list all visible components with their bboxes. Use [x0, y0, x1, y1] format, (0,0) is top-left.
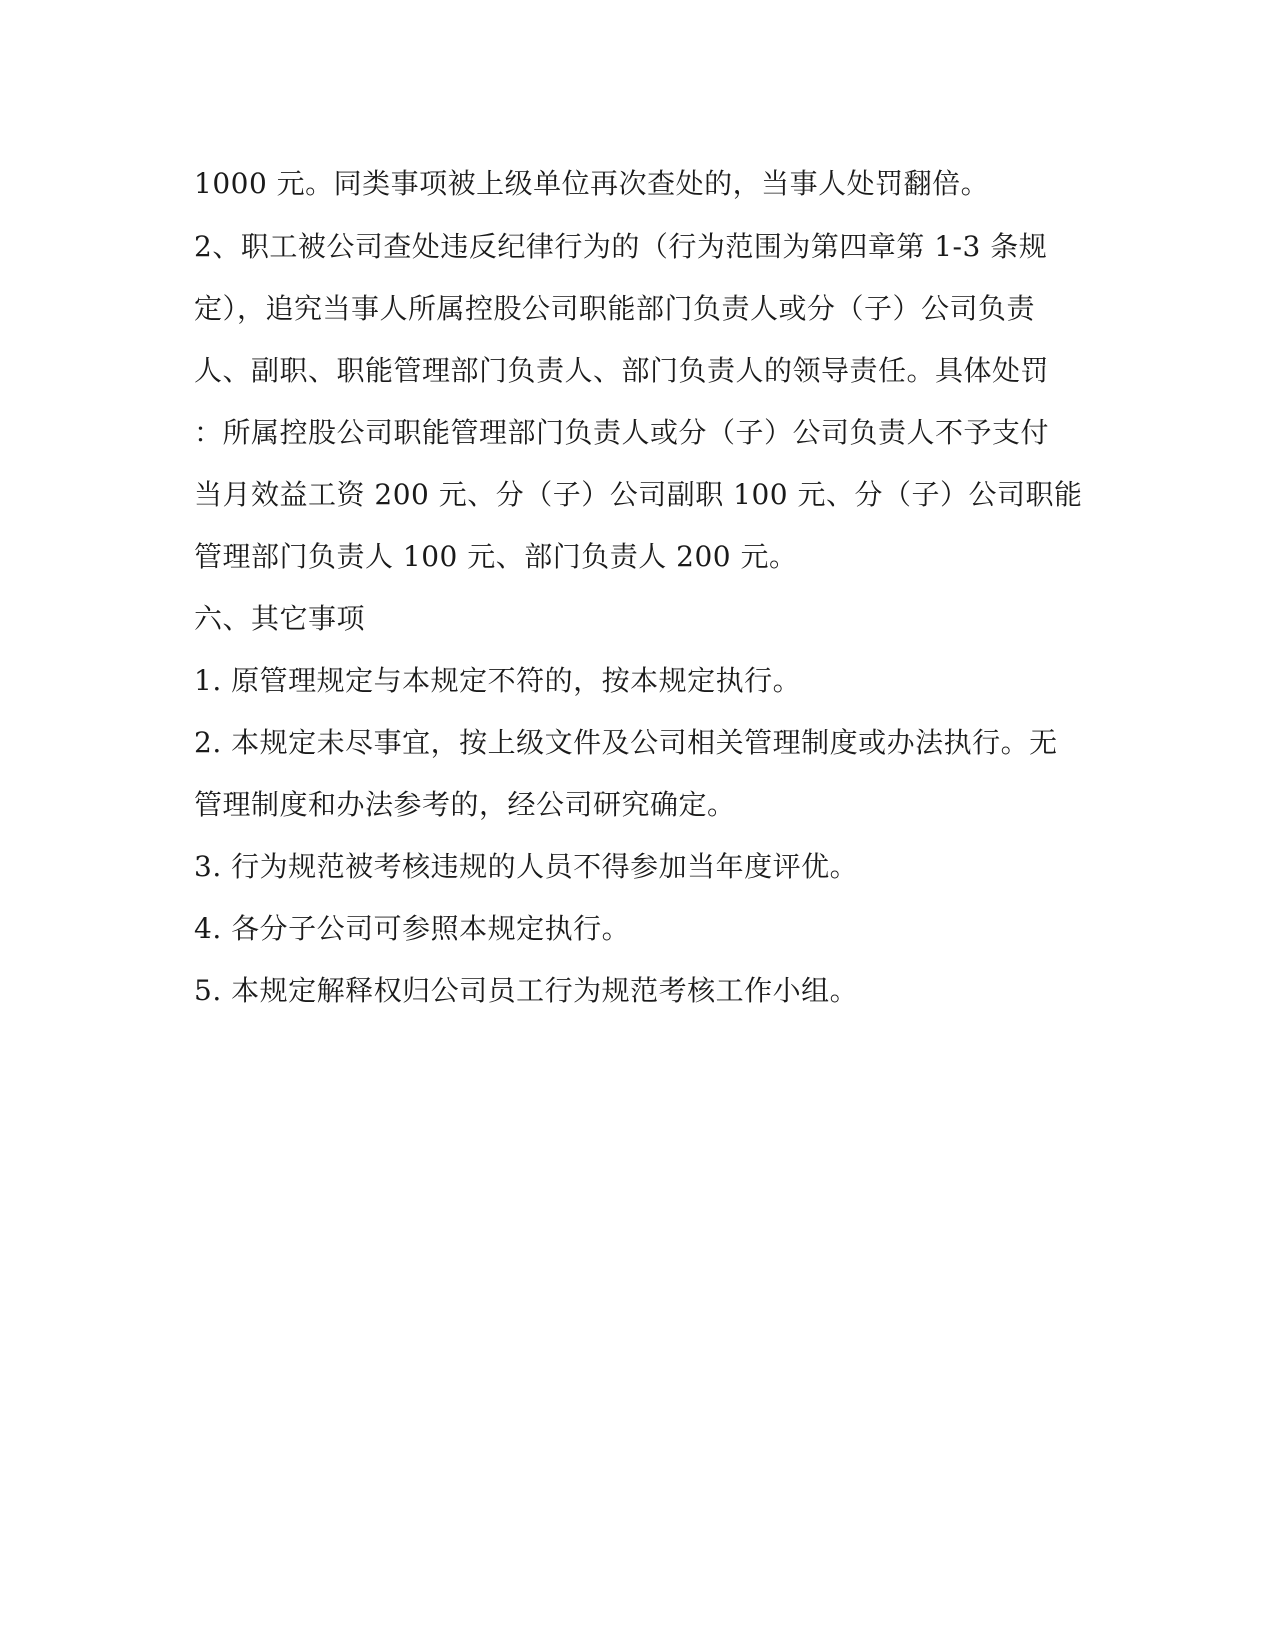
text-line-5: ：所属控股公司职能管理部门负责人或分（子）公司负责人不予支付: [194, 416, 1050, 449]
text-line-4: 人、副职、职能管理部门负责人、部门负责人的领导责任。具体处罚: [194, 354, 1050, 387]
text-line-3: 定），追究当事人所属控股公司职能部门负责人或分（子）公司负责: [194, 292, 1036, 325]
text-line-9: 1. 原管理规定与本规定不符的，按本规定执行。: [194, 664, 802, 697]
text-line-10: 2. 本规定未尽事宜，按上级文件及公司相关管理制度或办法执行。无: [194, 726, 1058, 759]
text-line-14: 5. 本规定解释权归公司员工行为规范考核工作小组。: [194, 974, 859, 1007]
text-line-13: 4. 各分子公司可参照本规定执行。: [194, 912, 631, 945]
text-line-2: 2、职工被公司查处违反纪律行为的（行为范围为第四章第 1-3 条规: [194, 230, 1048, 263]
text-line-11: 管理制度和办法参考的，经公司研究确定。: [194, 788, 736, 821]
text-line-7: 管理部门负责人 100 元、部门负责人 200 元。: [194, 540, 798, 573]
text-line-6: 当月效益工资 200 元、分（子）公司副职 100 元、分（子）公司职能: [194, 478, 1083, 511]
text-line-1: 1000 元。同类事项被上级单位再次查处的，当事人处罚翻倍。: [194, 167, 990, 200]
section-heading: 六、其它事项: [194, 602, 366, 635]
text-line-12: 3. 行为规范被考核违规的人员不得参加当年度评优。: [194, 850, 859, 883]
